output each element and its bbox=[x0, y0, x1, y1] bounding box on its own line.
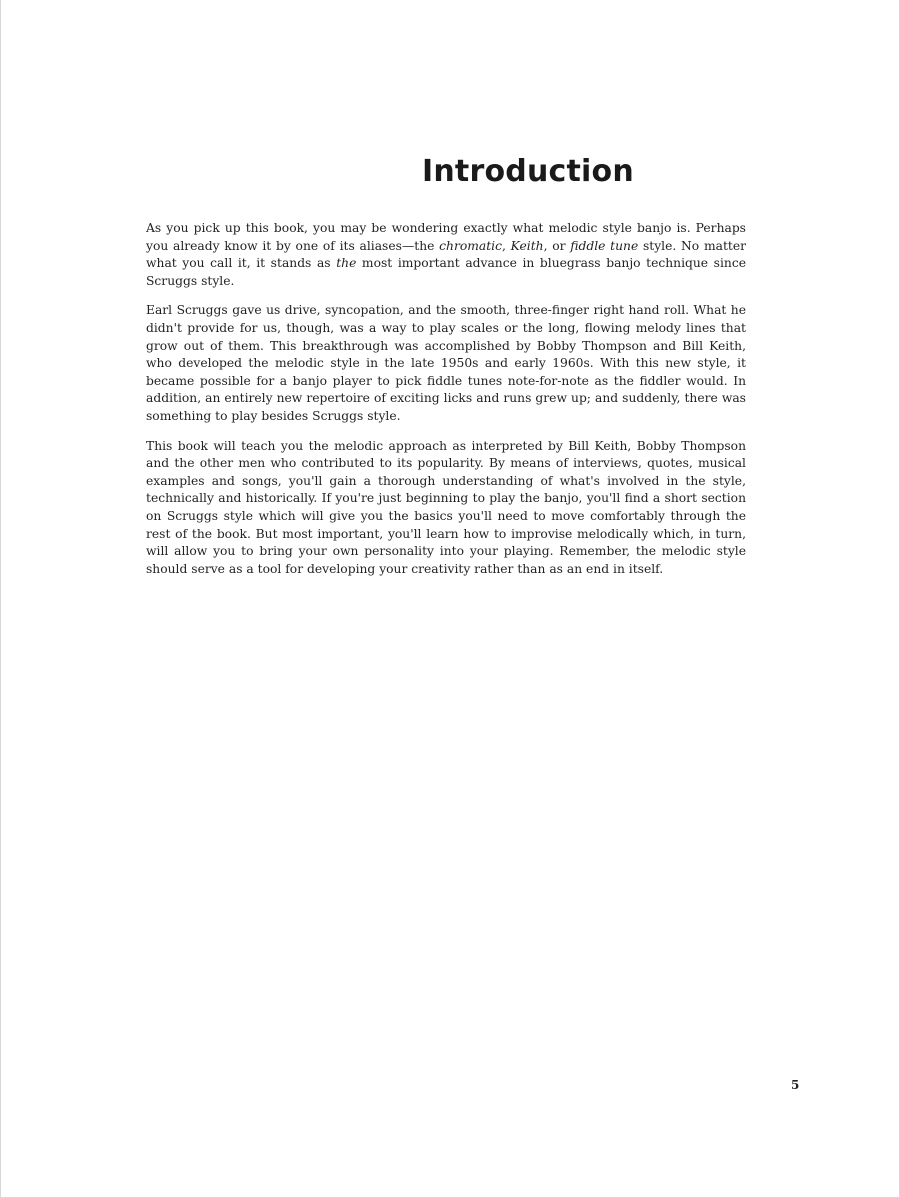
paragraph-text: , bbox=[501, 238, 511, 253]
italic-term: Keith bbox=[510, 238, 544, 253]
paragraph-text: most important advance in bluegrass banjo technique since Scruggs style. bbox=[146, 256, 747, 288]
italic-term: the bbox=[336, 256, 357, 271]
paragraph bbox=[146, 438, 746, 579]
page-number: 5 bbox=[791, 1078, 800, 1092]
italic-term: chromatic bbox=[439, 238, 502, 253]
paragraph bbox=[146, 220, 746, 290]
page-title: Introduction bbox=[422, 154, 634, 189]
paragraph-text: , or bbox=[543, 238, 571, 253]
paragraph bbox=[146, 302, 746, 425]
body-text bbox=[146, 220, 746, 590]
paragraph-text: Earl Scruggs gave us drive, syncopation, and the smooth, three-finger right hand roll. What he didn't provide for us, though, was a way to play scales or the long, flowing melody lines that grow out of them. This breakthrough was accomplished by Bobby Thompson and Bill Keith, who developed the melodic style in the late 1950s and early 1960s. With this new style, it became possible for a banjo player to pick fiddle tunes note-for-note as the fiddler would. In addition, an entirely new repertoire of exciting licks and runs grew up; and suddenly, there was something to play besides Scruggs style. bbox=[146, 303, 746, 423]
paragraph-text: As you pick up this book, you may be wondering exactly what melodic style banjo is. Perhaps you already know it by one of its aliases—the bbox=[146, 221, 746, 253]
paragraph-text: style. No matter what you call it, it stands as bbox=[146, 238, 746, 271]
italic-term: fiddle tune bbox=[570, 238, 639, 253]
paragraph-text: This book will teach you the melodic approach as interpreted by Bill Keith, Bobby Thompson and the other men who contributed to its popularity. By means of interviews, quotes, musical examples and songs, you'll gain a thorough understanding of what's involved in the style, technically and historically. If you're just beginning to play the banjo, you'll find a short section on Scruggs style which will give you the basics you'll need to move comfortably through the rest of the book. But most important, you'll learn how to improvise melodically which, in turn, will allow you to bring your own personality into your playing. Remember, the melodic style should serve as a tool for developing your creativity rather than as an end in itself. bbox=[146, 438, 746, 576]
